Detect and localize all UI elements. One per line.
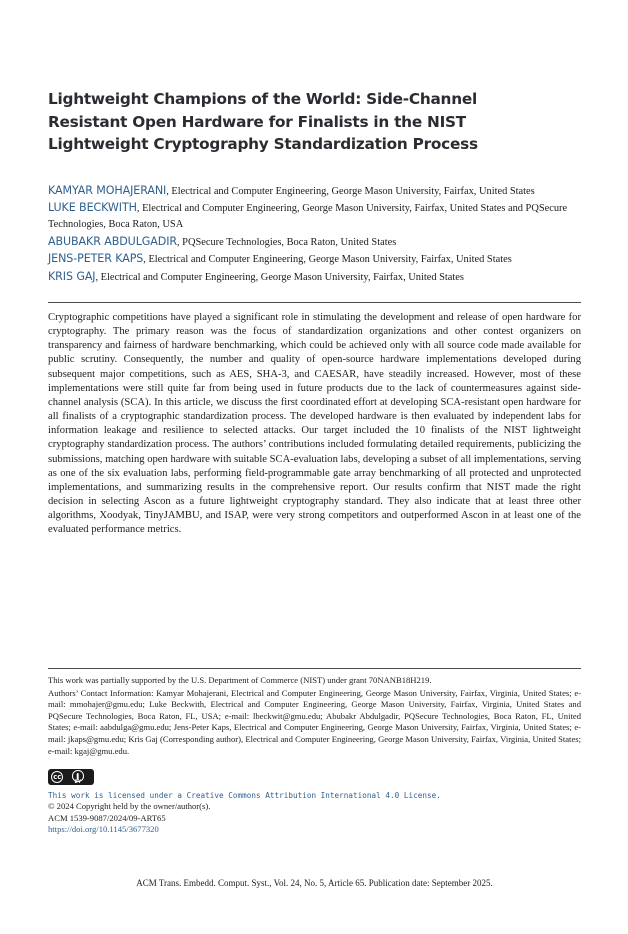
author-name: LUKE BECKWITH (48, 200, 137, 214)
author-affiliation: , Electrical and Computer Engineering, George Mason University, Fairfax, United States and PQSecure Technologies, Boca Raton, USA (48, 202, 568, 231)
author-name: JENS-PETER KAPS (48, 252, 144, 266)
author-affiliation: , Electrical and Computer Engineering, George Mason University, Fairfax, United States (95, 271, 464, 283)
author-entry (48, 251, 581, 268)
page-title: Lightweight Champions of the World: Side-Channel Resistant Open Hardware for Finalists in the NIST Lightweight Cryptography Standardization Process (48, 90, 478, 153)
author-name: KRIS GAJ (48, 269, 96, 283)
author-affiliation: , PQSecure Technologies, Boca Raton, United States (176, 236, 397, 248)
cc-by-label: BY (74, 779, 82, 785)
author-affiliation: , Electrical and Computer Engineering, George Mason University, Fairfax, United States (166, 185, 535, 197)
page-footer-citation: ACM Trans. Embedd. Comput. Syst., Vol. 24, No. 5, Article 65. Publication date: September 2025. (136, 878, 493, 888)
footnote-rule (48, 668, 581, 669)
footnote-area (48, 668, 581, 835)
author-entry (48, 183, 581, 200)
author-list (48, 183, 581, 286)
creative-commons-badge (48, 769, 94, 785)
paper-page (48, 0, 581, 934)
abstract-text: Cryptographic competitions have played a significant role in stimulating the development and release of open hardware for cryptography. The primary reason was the focus of standardization organizations and other contest organizers on transparency and fairness of hardware benchmarking, which could be achieved only with all source code made available for public scrutiny. Consequently, the number and quality of open-source hardware implementations developed during subsequent major competitions, such as AES, SHA-3, and CAESAR, have steadily increased. However, most of these implementations were still quite far from being used in future products due to the lack of countermeasures against side-channel analysis (SCA). In this article, we discuss the first coordinated effort at developing SCA-resistant open hardware for all finalists of a cryptographic standardization process. The developed hardware is then evaluated by independent labs for information leakage and resilience to selected attacks. Our target included the 10 finalists of the NIST lightweight cryptography standardization process. The authors’ contributions included formulating detailed requirements, publicizing the submissions, matching open hardware with suitable SCA-evaluation labs, developing a subset of all implementations, serving as one of the six evaluation labs, performing field-programmable gate array benchmarking of all protected and unprotected implementations, and summarizing results in the comprehensive report. Our results confirm that NIST made the right decision in selecting Ascon as a future lightweight cryptography standard. They also indicate that at least three other algorithms, Xoodyak, TinyJAMBU, and ISAP, were very strong competitors and outperformed Ascon in at least one of the evaluated performance metrics. (48, 311, 581, 536)
author-affiliation: , Electrical and Computer Engineering, George Mason University, Fairfax, United States (143, 254, 512, 266)
author-name: KAMYAR MOHAJERANI (48, 183, 167, 197)
author-name: ABUBAKR ABDULGADIR (48, 234, 177, 248)
acm-id-line: ACM 1539-9087/2024/09-ART65 (48, 812, 166, 823)
author-entry (48, 200, 581, 234)
copyright-line: © 2024 Copyright held by the owner/author(s). (48, 801, 211, 812)
abstract-top-rule (48, 302, 581, 303)
license-statement: This work is licensed under a Creative Commons Attribution International 4.0 License. (48, 791, 441, 801)
doi-link[interactable]: https://doi.org/10.1145/3677320 (48, 823, 159, 834)
contact-note: Authors’ Contact Information: Kamyar Mohajerani, Electrical and Computer Engineering, George Mason University, Fairfax, Virginia, United States; e-mail: mmohajer@gmu.edu; Luke Beckwith, Electrical and Computer Engineering, George Mason University, Fairfax, Virginia, United States and PQSecure Technologies, Boca Raton, FL, USA; e-mail: lbeckwit@gmu.edu; Abubakr Abdulgadir, PQSecure Technologies, Boca Raton, FL, United States; e-mail: aabdulga@gmu.edu; Jens-Peter Kaps, Electrical and Computer Engineering, George Mason University, Fairfax, Virginia, United States; e-mail: jkaps@gmu.edu; Kris Gaj (Corresponding author), Electrical and Computer Engineering, George Mason University, Fairfax, Virginia, United States; e-mail: kgaj@gmu.edu. (48, 687, 581, 756)
funding-note: This work was partially supported by the U.S. Department of Commerce (NIST) under grant 70NANB18H219. (48, 675, 432, 685)
author-entry (48, 234, 581, 251)
person-glyph (77, 773, 80, 780)
author-entry (48, 269, 581, 286)
cc-icon: cc (51, 771, 63, 783)
